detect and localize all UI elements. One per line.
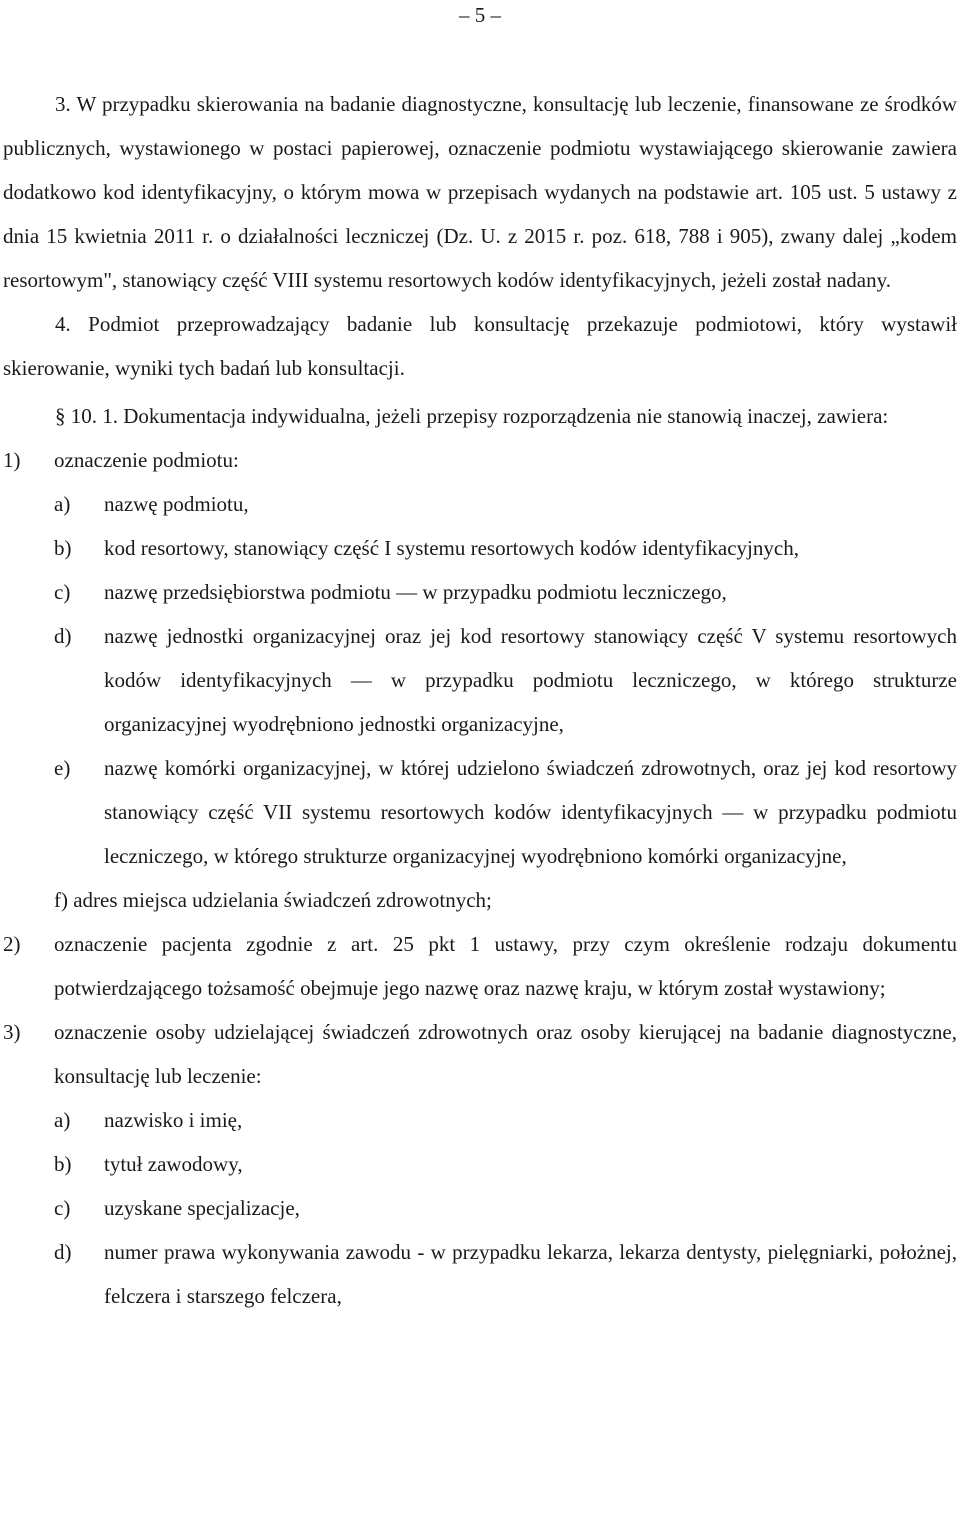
item-text: kod resortowy, stanowiący część I systemu resortowych kodów identyfikacyjnych,	[104, 536, 799, 560]
item-text: numer prawa wykonywania zawodu - w przypadku lekarza, lekarza dentysty, pielęgniarki, położnej, felczera i starszego felczera,	[104, 1240, 957, 1308]
item-text: oznaczenie podmiotu:	[54, 448, 239, 472]
item-label: e)	[54, 756, 71, 780]
item-text: nazwę jednostki organizacyjnej oraz jej kod resortowy stanowiący część V systemu resortowych kodów identyfikacyjnych — w przypadku podmiotu leczniczego, w którego strukturze organizacyjnej wyodrębniono jednostki organizacyjne,	[104, 624, 957, 736]
item-label: c)	[54, 580, 71, 604]
item-text: nazwę komórki organizacyjnej, w której udzielono świadczeń zdrowotnych, oraz jej kod resortowy stanowiący część VII systemu resortowych kodów identyfikacyjnych — w przypadku podmiotu leczniczego, w którego strukturze organizacyjnej wyodrębniono komórki organizacyjne,	[104, 756, 957, 868]
list-item-1	[3, 438, 957, 482]
item-label: a)	[54, 1108, 71, 1132]
item-text: tytuł zawodowy,	[104, 1152, 243, 1176]
item-label: 2)	[3, 932, 21, 956]
item-label: d)	[54, 624, 72, 648]
item-text: oznaczenie pacjenta zgodnie z art. 25 pkt 1 ustawy, przy czym określenie rodzaju dokumentu potwierdzającego tożsamość obejmuje jego nazwę oraz nazwę kraju, w którym został wystawiony;	[54, 932, 957, 1000]
page-number: – 5 –	[459, 3, 501, 27]
item-label: 1)	[3, 448, 21, 472]
list-item-1f	[3, 878, 957, 922]
list-item-3b	[3, 1142, 957, 1186]
item-label: a)	[54, 492, 71, 516]
item-label: d)	[54, 1240, 72, 1264]
list-item-1d	[3, 614, 957, 746]
list-item-1b	[3, 526, 957, 570]
paragraph-4: 4. Podmiot przeprowadzający badanie lub konsultację przekazuje podmiotowi, który wystawił skierowanie, wyniki tych badań lub konsultacji.	[3, 312, 957, 380]
list-item-3a	[3, 1098, 957, 1142]
list-item-2	[3, 922, 957, 1010]
item-label: b)	[54, 536, 72, 560]
item-text: oznaczenie osoby udzielającej świadczeń zdrowotnych oraz osoby kierującej na badanie diagnostyczne, konsultację lub leczenie:	[54, 1020, 957, 1088]
document-body	[3, 82, 957, 1318]
item-label: b)	[54, 1152, 72, 1176]
paragraph-10: § 10. 1. Dokumentacja indywidualna, jeżeli przepisy rozporządzenia nie stanowią inaczej, zawiera:	[55, 404, 889, 428]
item-text: uzyskane specjalizacje,	[104, 1196, 300, 1220]
list-item-1c	[3, 570, 957, 614]
list-item-3d	[3, 1230, 957, 1318]
list-item-3	[3, 1010, 957, 1098]
item-label: c)	[54, 1196, 71, 1220]
paragraph-3: 3. W przypadku skierowania na badanie diagnostyczne, konsultację lub leczenie, finansowane ze środków publicznych, wystawionego w postaci papierowej, oznaczenie podmiotu wystawiającego skierowanie zawiera dodatkowo kod identyfikacyjny, o którym mowa w przepisach wydanych na podstawie art. 105 ust. 5 ustawy z dnia 15 kwietnia 2011 r. o działalności leczniczej (Dz. U. z 2015 r. poz. 618, 788 i 905), zwany dalej „kodem resortowym", stanowiący część VIII systemu resortowych kodów identyfikacyjnych, jeżeli został nadany.	[3, 92, 957, 292]
list-item-3c	[3, 1186, 957, 1230]
list-item-1e	[3, 746, 957, 878]
item-label: 3)	[3, 1020, 21, 1044]
list-item-1a	[3, 482, 957, 526]
item-text: nazwisko i imię,	[104, 1108, 243, 1132]
item-text: nazwę przedsiębiorstwa podmiotu — w przypadku podmiotu leczniczego,	[104, 580, 727, 604]
item-text: f) adres miejsca udzielania świadczeń zdrowotnych;	[54, 888, 492, 912]
item-text: nazwę podmiotu,	[104, 492, 249, 516]
